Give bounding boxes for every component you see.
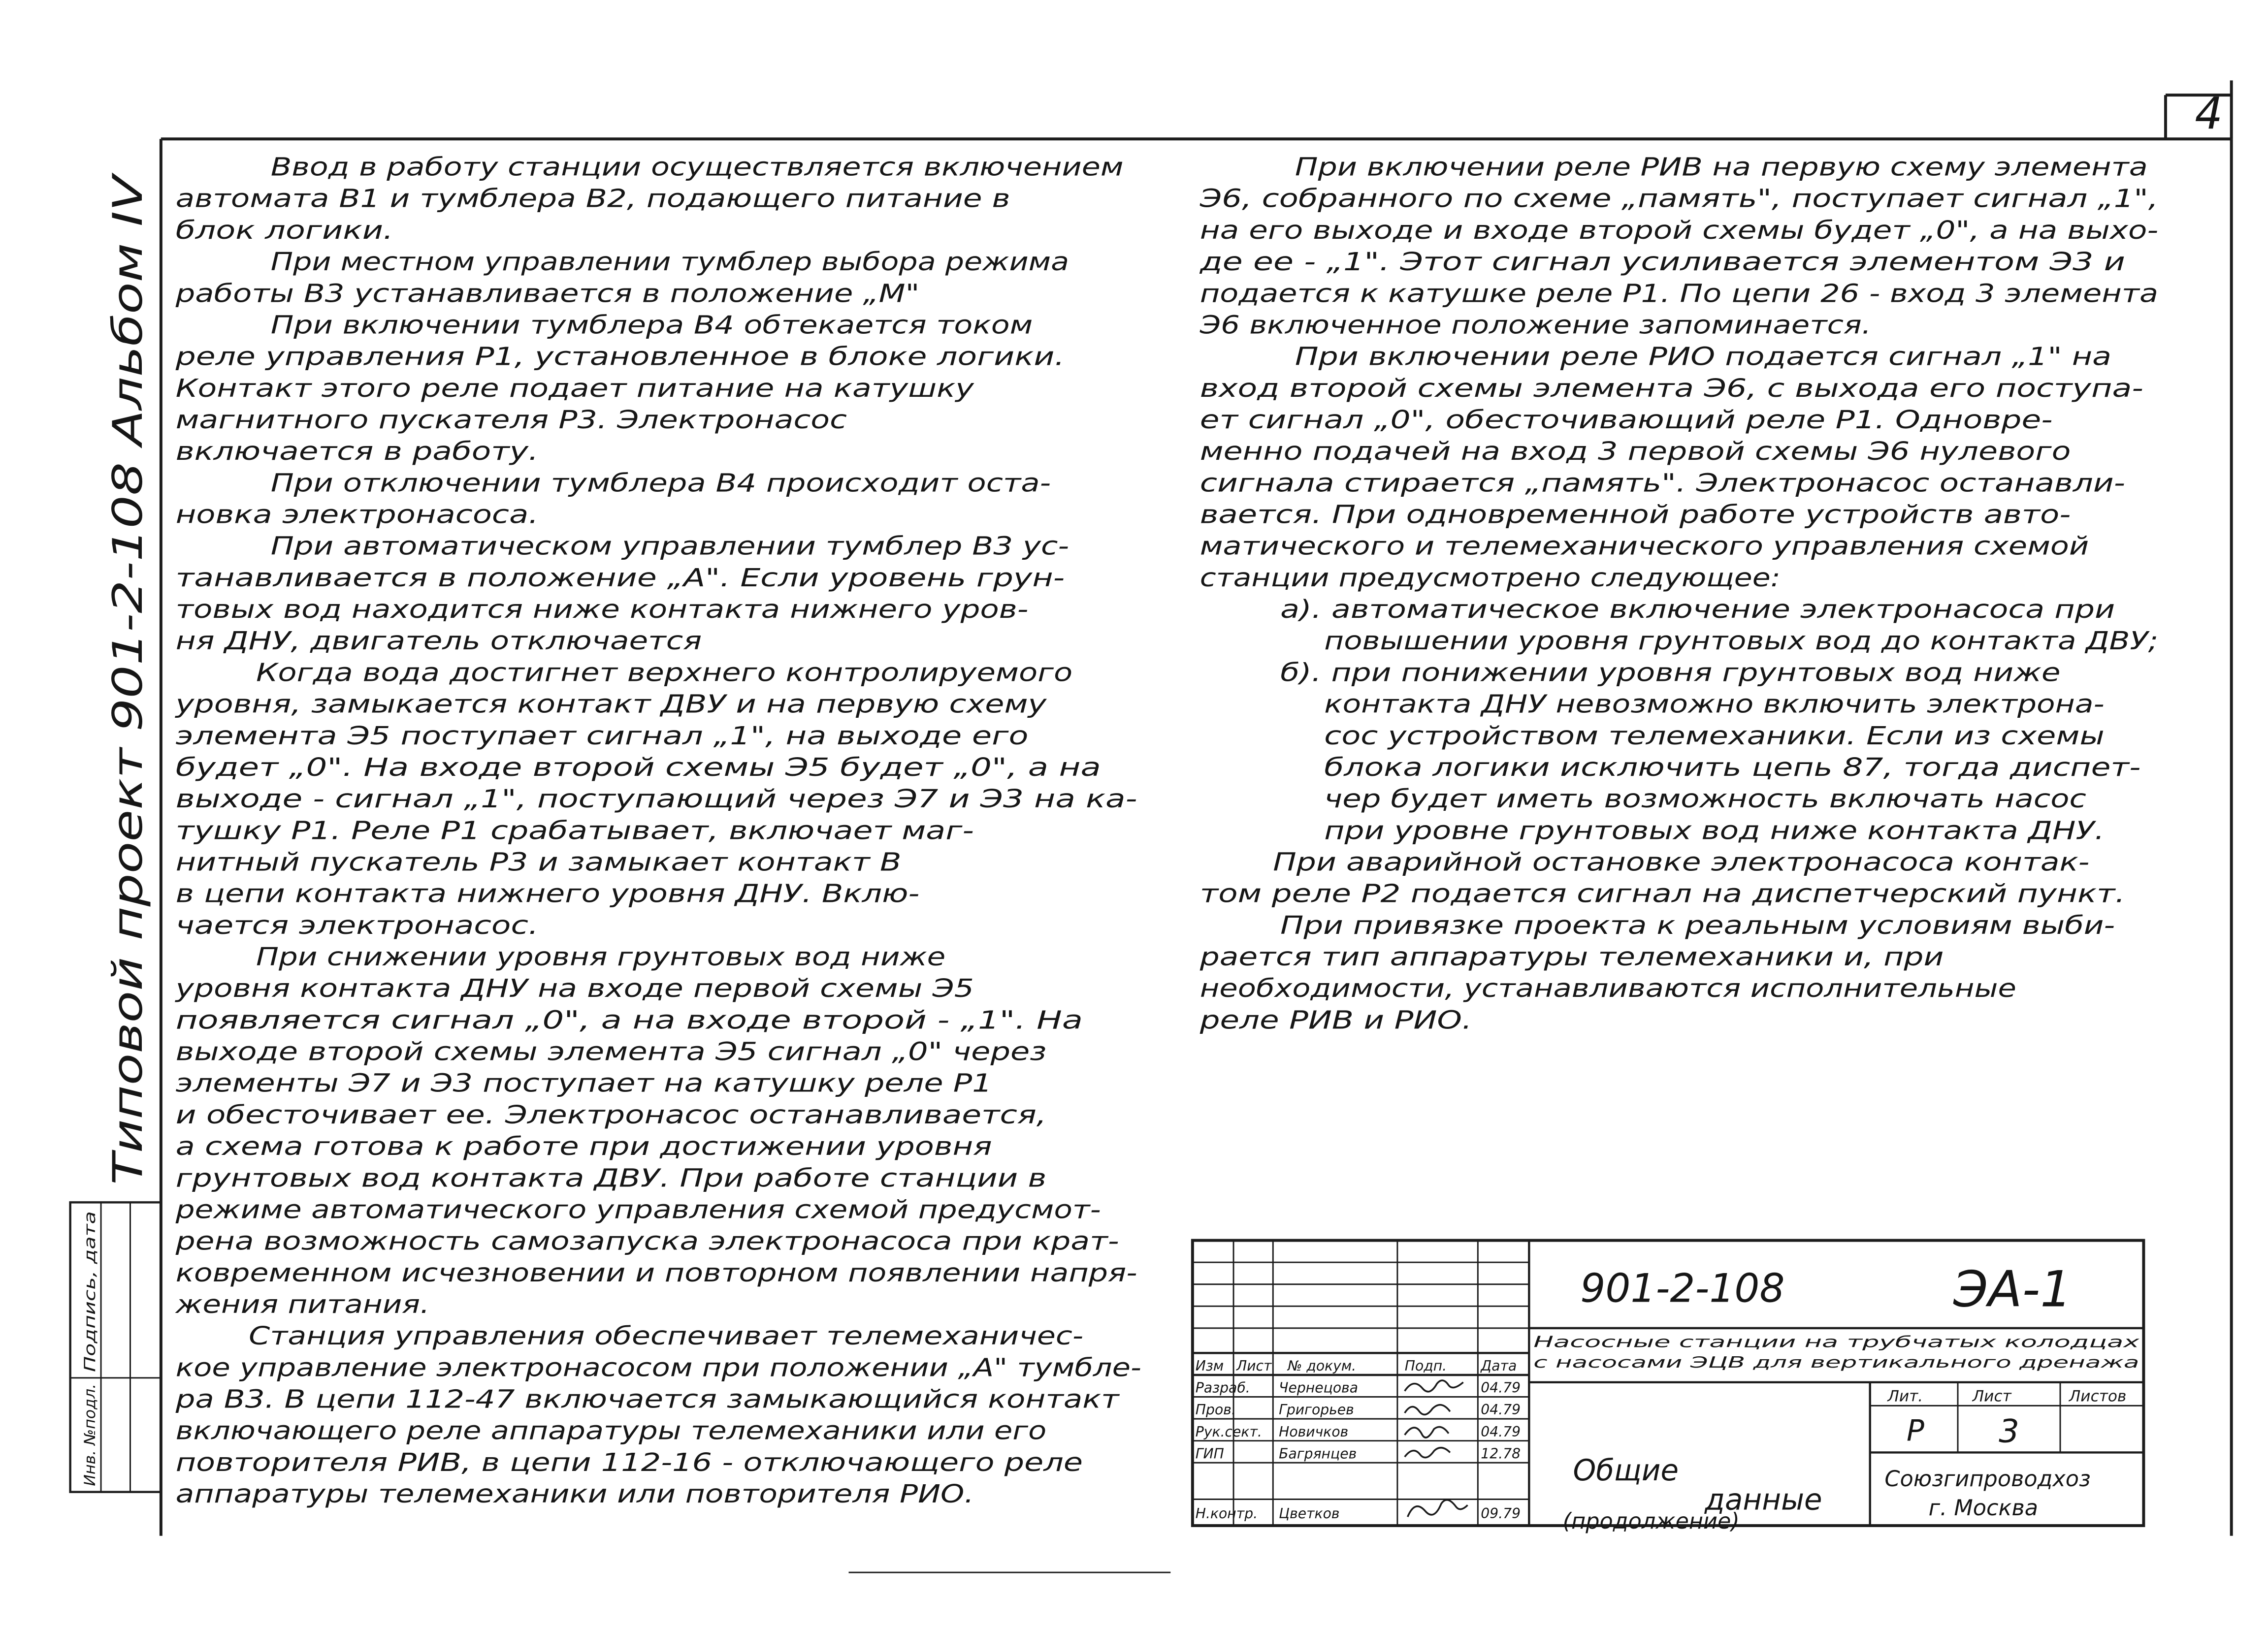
text-line: танавливается в положение „А". Если уровень грун- — [175, 563, 1065, 592]
staff-date: 04.79 — [1481, 1379, 1521, 1396]
margin-stamp — [70, 1202, 161, 1492]
text-line: повторителя РИВ, в цепи 112-16 - отключающего реле — [175, 1447, 1083, 1477]
text-line: уровня, замыкается контакт ДВУ и на первую схему — [174, 689, 1047, 719]
stamp-signature-date-label: Подпись, дата — [81, 1254, 99, 1373]
staff-name: Чернецова — [1279, 1379, 1359, 1396]
sheet-title-line-1: Общие — [1573, 1453, 1679, 1488]
text-line: а схема готова к работе при достижении уровня — [175, 1132, 992, 1161]
sheet-code: ЭА-1 — [1953, 1260, 2072, 1318]
text-line: ковременном исчезновении и повторном появлении напря- — [175, 1258, 1137, 1287]
text-line: чер будет иметь возможность включать насос — [1324, 784, 2087, 814]
text-line: При привязке проекта к реальным условиям выби- — [1280, 910, 2115, 940]
title-block — [1193, 1241, 2144, 1534]
text-line: нитный пускатель Р3 и замыкает контакт В — [175, 847, 902, 877]
text-line: Станция управления обеспечивает телемеханичес- — [249, 1321, 1084, 1351]
col-header-date: Дата — [1481, 1358, 1517, 1374]
text-line: ня ДНУ, двигатель отключается — [175, 626, 702, 656]
text-line: Э6 включенное положение запоминается. — [1199, 310, 1872, 340]
text-line: б). при понижении уровня грунтовых вод ниже — [1280, 658, 2061, 687]
staff-role: Пров. — [1195, 1402, 1236, 1418]
lit-value: Р — [1907, 1414, 1924, 1448]
text-line: будет „0". На входе второй схемы Э5 будет „0", а на — [175, 752, 1101, 782]
col-header-list: Лист — [1236, 1358, 1272, 1374]
text-line: При автоматическом управлении тумблер В3 ус- — [270, 531, 1069, 561]
text-line: аппаратуры телемеханики или повторителя РИО. — [175, 1479, 974, 1509]
text-line: чается электронасос. — [175, 910, 539, 940]
text-line: включается в работу. — [175, 437, 539, 466]
staff-date: 04.79 — [1481, 1423, 1521, 1440]
text-line: уровня контакта ДНУ на входе первой схемы Э5 — [174, 974, 974, 1003]
text-line: При местном управлении тумблер выбора режима — [270, 247, 1069, 277]
text-line: том реле Р2 подается сигнал на диспетчерский пункт. — [1199, 879, 2125, 908]
staff-role: Рук.сект. — [1195, 1423, 1262, 1440]
organization-name: Союзгипроводхоз — [1884, 1466, 2091, 1492]
staff-role: Разраб. — [1195, 1379, 1250, 1396]
text-line: сигнала стирается „память". Электронасос останавли- — [1199, 468, 2125, 498]
text-line: рена возможность самозапуска электронасоса при крат- — [175, 1226, 1119, 1256]
text-line: подается к катушке реле Р1. По цепи 26 - вход 3 элемента — [1199, 279, 2159, 308]
text-line: тушку Р1. Реле Р1 срабатывает, включает маг- — [175, 816, 974, 845]
text-column-left — [174, 153, 1141, 1509]
text-line: при уровне грунтовых вод ниже контакта ДНУ. — [1324, 816, 2105, 845]
text-line: блок логики. — [175, 215, 393, 245]
text-line: При отключении тумблера В4 происходит оста- — [270, 468, 1051, 498]
sheet-label: Лист — [1972, 1387, 2011, 1405]
staff-name: Багрянцев — [1279, 1445, 1357, 1462]
text-line: При аварийной остановке электронасоса контак- — [1273, 847, 2090, 877]
col-header-izm: Изм — [1195, 1358, 1224, 1374]
text-line: При включении реле РИО подается сигнал „1" на — [1295, 342, 2112, 371]
text-line: Когда вода достигнет верхнего контролируемого — [256, 658, 1073, 687]
staff-date: 04.79 — [1481, 1402, 1521, 1418]
text-line: вается. При одновременной работе устройств авто- — [1199, 500, 2071, 529]
text-column-right — [1199, 153, 2158, 1035]
col-header-doc: № докум. — [1288, 1358, 1357, 1374]
text-line: рается тип аппаратуры телемеханики и, при — [1199, 942, 1944, 972]
text-line: ет сигнал „0", обесточивающий реле Р1. Одновре- — [1199, 405, 2053, 434]
text-line: работы В3 устанавливается в положение „М" — [175, 279, 920, 308]
text-line: элементы Э7 и Э3 поступает на катушку реле Р1 — [175, 1068, 992, 1098]
text-line: Э6, собранного по схеме „память", поступает сигнал „1", — [1199, 184, 2159, 213]
text-line: жения питания. — [175, 1289, 430, 1319]
text-line: При снижении уровня грунтовых вод ниже — [256, 942, 946, 972]
text-line: реле управления Р1, установленное в блоке логики. — [175, 342, 1065, 371]
text-line: При включении тумблера В4 обтекается током — [270, 310, 1033, 340]
text-line: менно подачей на вход 3 первой схемы Э6 нулевого — [1199, 437, 2071, 466]
sheet-title-line-2: данные — [1704, 1483, 1822, 1517]
text-line: реле РИВ и РИО. — [1199, 1005, 1472, 1035]
text-line: автомата В1 и тумблера В2, подающего питание в — [175, 184, 1010, 213]
text-line: повышении уровня грунтовых вод до контакта ДВУ; — [1324, 626, 2159, 656]
text-line: вход второй схемы элемента Э6, с выхода его поступа- — [1199, 373, 2143, 403]
doc-code: 901-2-108 — [1580, 1265, 1785, 1311]
text-line: новка электронасоса. — [175, 500, 539, 529]
text-line: элемента Э5 поступает сигнал „1", на выходе его — [175, 721, 1029, 750]
staff-role: ГИП — [1195, 1445, 1224, 1462]
text-line: де ее - „1". Этот сигнал усиливается элементом Э3 и — [1199, 247, 2125, 277]
text-line: грунтовых вод контакта ДВУ. При работе станции в — [175, 1163, 1047, 1193]
stamp-inventory-label: Инв. №подл. — [81, 1385, 99, 1486]
text-line: в цепи контакта нижнего уровня ДНУ. Вклю- — [175, 879, 920, 908]
text-line: станции предусмотрено следующее: — [1199, 563, 1781, 592]
staff-role: Н.контр. — [1195, 1505, 1258, 1522]
lit-label: Лит. — [1887, 1387, 1923, 1405]
staff-name: Григорьев — [1279, 1402, 1354, 1418]
text-line: магнитного пускателя Р3. Электронасос — [175, 405, 847, 434]
text-line: ра В3. В цепи 112-47 включается замыкающийся контакт — [175, 1384, 1120, 1414]
sheets-label: Листов — [2069, 1387, 2127, 1405]
text-line: товых вод находится ниже контакта нижнего уров- — [175, 595, 1029, 624]
text-line: сос устройством телемеханики. Если из схемы — [1324, 721, 2105, 750]
text-line: а). автоматическое включение электронасоса при — [1280, 595, 2115, 624]
text-line: на его выходе и входе второй схемы будет „0", а на выхо- — [1199, 215, 2159, 245]
col-header-sign: Подп. — [1404, 1358, 1447, 1374]
text-line: Ввод в работу станции осуществляется включением — [270, 152, 1124, 182]
text-line: и обесточивает ее. Электронасос останавливается, — [175, 1100, 1047, 1129]
text-line: выходе - сигнал „1", поступающий через Э7 и Э3 на ка- — [175, 784, 1137, 814]
text-line: При включении реле РИВ на первую схему элемента — [1295, 152, 2148, 182]
album-title: Типовой проект 901-2-108 Альбом IV — [104, 390, 152, 1185]
page-number: 4 — [2195, 88, 2223, 140]
organization-city: г. Москва — [1928, 1495, 2039, 1521]
text-line: блока логики исключить цепь 87, тогда диспет- — [1324, 752, 2141, 782]
project-name-line-2: с насосами ЭЦВ для вертикального дренажа — [1533, 1354, 2139, 1372]
staff-date: 09.79 — [1481, 1505, 1521, 1522]
staff-name: Цветков — [1279, 1505, 1340, 1522]
staff-name: Новичков — [1279, 1423, 1349, 1440]
sheet-value: 3 — [1999, 1412, 2019, 1450]
text-line: режиме автоматического управления схемой предусмот- — [175, 1195, 1101, 1224]
text-line: включающего реле аппаратуры телемеханики или его — [175, 1416, 1047, 1445]
text-line: кое управление электронасосом при положении „А" тумбле- — [175, 1353, 1141, 1382]
staff-date: 12.78 — [1481, 1445, 1521, 1462]
text-line: матического и телемеханического управления схемой — [1199, 531, 2089, 561]
text-line: Контакт этого реле подает питание на катушку — [175, 373, 975, 403]
text-line: контакта ДНУ невозможно включить электрона- — [1324, 689, 2105, 719]
text-line: необходимости, устанавливаются исполнительные — [1199, 974, 2016, 1003]
text-line: выходе второй схемы элемента Э5 сигнал „0" через — [175, 1037, 1047, 1066]
sheet-title-line-3: (продолжение) — [1562, 1508, 1740, 1534]
project-name-line-1: Насосные станции на трубчатых колодцах — [1533, 1333, 2140, 1351]
text-line: появляется сигнал „0", а на входе второй - „1". На — [175, 1005, 1083, 1035]
handwritten-signatures — [1405, 1380, 1468, 1517]
